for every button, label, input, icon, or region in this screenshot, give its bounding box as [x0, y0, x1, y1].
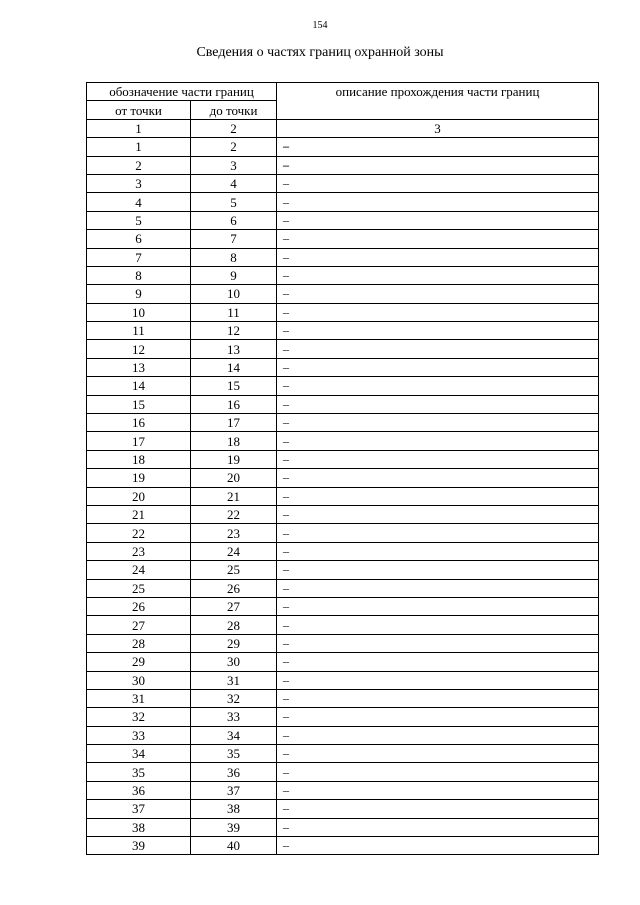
from-point-cell: 8	[87, 266, 191, 284]
table-row	[87, 340, 599, 358]
description-cell: –	[277, 837, 599, 855]
table-row	[87, 726, 599, 744]
table-row	[87, 818, 599, 836]
table-row	[87, 781, 599, 799]
from-point-cell: 29	[87, 653, 191, 671]
from-point-cell: 10	[87, 303, 191, 321]
from-point-cell: 27	[87, 616, 191, 634]
from-point-cell: 2	[87, 156, 191, 174]
table-row	[87, 303, 599, 321]
table-row	[87, 579, 599, 597]
table-row	[87, 597, 599, 615]
to-point-cell: 33	[191, 708, 277, 726]
table-row	[87, 671, 599, 689]
table-row	[87, 634, 599, 652]
description-cell: –	[277, 487, 599, 505]
description-cell: –	[277, 671, 599, 689]
description-cell: –	[277, 597, 599, 615]
table-body	[87, 138, 599, 855]
from-point-cell: 34	[87, 745, 191, 763]
from-point-cell: 20	[87, 487, 191, 505]
to-point-cell: 12	[191, 322, 277, 340]
table-row	[87, 689, 599, 707]
table-row	[87, 763, 599, 781]
description-cell: –	[277, 800, 599, 818]
to-point-cell: 40	[191, 837, 277, 855]
from-point-cell: 24	[87, 561, 191, 579]
from-point-cell: 11	[87, 322, 191, 340]
from-point-cell: 13	[87, 358, 191, 376]
from-point-cell: 3	[87, 174, 191, 192]
column-number: 2	[191, 119, 277, 137]
description-cell: –	[277, 653, 599, 671]
description-cell: –	[277, 174, 599, 192]
from-point-cell: 37	[87, 800, 191, 818]
to-point-cell: 23	[191, 524, 277, 542]
table-header-row	[87, 83, 599, 101]
description-cell: –	[277, 708, 599, 726]
from-point-cell: 22	[87, 524, 191, 542]
from-point-cell: 4	[87, 193, 191, 211]
description-cell: –	[277, 781, 599, 799]
description-cell: –	[277, 579, 599, 597]
table-row	[87, 156, 599, 174]
description-cell: –	[277, 230, 599, 248]
table-row	[87, 174, 599, 192]
to-point-cell: 36	[191, 763, 277, 781]
table-row	[87, 414, 599, 432]
to-point-cell: 10	[191, 285, 277, 303]
column-number: 1	[87, 119, 191, 137]
to-point-cell: 27	[191, 597, 277, 615]
from-point-cell: 1	[87, 138, 191, 156]
to-point-cell: 29	[191, 634, 277, 652]
from-point-cell: 36	[87, 781, 191, 799]
description-cell: –	[277, 340, 599, 358]
table-row	[87, 616, 599, 634]
description-cell: –	[277, 616, 599, 634]
to-point-cell: 35	[191, 745, 277, 763]
description-cell: –	[277, 285, 599, 303]
description-cell: –	[277, 266, 599, 284]
from-point-cell: 23	[87, 542, 191, 560]
from-point-cell: 39	[87, 837, 191, 855]
page-number: 154	[312, 20, 328, 31]
column-number-row	[87, 119, 599, 137]
to-point-cell: 25	[191, 561, 277, 579]
table-row	[87, 561, 599, 579]
description-cell: –	[277, 432, 599, 450]
to-point-header: до точки	[191, 101, 277, 119]
table-row	[87, 487, 599, 505]
table-row	[87, 745, 599, 763]
table-row	[87, 285, 599, 303]
description-cell: –	[277, 763, 599, 781]
description-cell: –	[277, 561, 599, 579]
to-point-cell: 24	[191, 542, 277, 560]
from-point-cell: 32	[87, 708, 191, 726]
to-point-cell: 8	[191, 248, 277, 266]
to-point-cell: 30	[191, 653, 277, 671]
table-row	[87, 524, 599, 542]
to-point-cell: 34	[191, 726, 277, 744]
to-point-cell: 15	[191, 377, 277, 395]
description-cell: –	[277, 689, 599, 707]
to-point-cell: 3	[191, 156, 277, 174]
from-point-cell: 35	[87, 763, 191, 781]
from-point-cell: 19	[87, 469, 191, 487]
from-point-cell: 28	[87, 634, 191, 652]
table-row	[87, 193, 599, 211]
description-cell: –	[277, 358, 599, 376]
description-cell: –	[277, 303, 599, 321]
table-row	[87, 322, 599, 340]
description-cell: –	[277, 542, 599, 560]
from-point-cell: 26	[87, 597, 191, 615]
table-row	[87, 211, 599, 229]
table-row	[87, 432, 599, 450]
to-point-cell: 22	[191, 505, 277, 523]
description-cell: –	[277, 322, 599, 340]
description-cell: –	[277, 414, 599, 432]
from-point-cell: 15	[87, 395, 191, 413]
description-cell: –	[277, 156, 599, 174]
to-point-cell: 17	[191, 414, 277, 432]
table-row	[87, 248, 599, 266]
to-point-cell: 14	[191, 358, 277, 376]
description-cell: –	[277, 726, 599, 744]
from-point-cell: 16	[87, 414, 191, 432]
from-point-cell: 12	[87, 340, 191, 358]
to-point-cell: 16	[191, 395, 277, 413]
table-row	[87, 469, 599, 487]
table-row	[87, 837, 599, 855]
to-point-cell: 5	[191, 193, 277, 211]
to-point-cell: 11	[191, 303, 277, 321]
from-point-header: от точки	[87, 101, 191, 119]
to-point-cell: 21	[191, 487, 277, 505]
column-number: 3	[277, 119, 599, 137]
to-point-cell: 19	[191, 450, 277, 468]
to-point-cell: 32	[191, 689, 277, 707]
description-cell: –	[277, 634, 599, 652]
description-cell: –	[277, 524, 599, 542]
group-header: обозначение части границ	[87, 83, 277, 101]
to-point-cell: 7	[191, 230, 277, 248]
from-point-cell: 38	[87, 818, 191, 836]
to-point-cell: 39	[191, 818, 277, 836]
from-point-cell: 9	[87, 285, 191, 303]
to-point-cell: 37	[191, 781, 277, 799]
document-title: Сведения о частях границ охранной зоны	[196, 45, 444, 60]
description-cell: –	[277, 193, 599, 211]
from-point-cell: 25	[87, 579, 191, 597]
table-row	[87, 450, 599, 468]
to-point-cell: 18	[191, 432, 277, 450]
to-point-cell: 38	[191, 800, 277, 818]
to-point-cell: 31	[191, 671, 277, 689]
from-point-cell: 5	[87, 211, 191, 229]
table-row	[87, 505, 599, 523]
from-point-cell: 14	[87, 377, 191, 395]
boundary-table	[86, 82, 599, 855]
description-header: описание прохождения части границ	[277, 83, 599, 120]
table-row	[87, 266, 599, 284]
from-point-cell: 7	[87, 248, 191, 266]
to-point-cell: 6	[191, 211, 277, 229]
table-row	[87, 358, 599, 376]
table-row	[87, 800, 599, 818]
from-point-cell: 33	[87, 726, 191, 744]
description-cell: –	[277, 248, 599, 266]
to-point-cell: 2	[191, 138, 277, 156]
to-point-cell: 13	[191, 340, 277, 358]
description-cell: –	[277, 450, 599, 468]
description-cell: –	[277, 469, 599, 487]
from-point-cell: 18	[87, 450, 191, 468]
description-cell: –	[277, 138, 599, 156]
table-row	[87, 395, 599, 413]
table-row	[87, 542, 599, 560]
to-point-cell: 26	[191, 579, 277, 597]
description-cell: –	[277, 377, 599, 395]
to-point-cell: 4	[191, 174, 277, 192]
table-row	[87, 230, 599, 248]
from-point-cell: 6	[87, 230, 191, 248]
description-cell: –	[277, 818, 599, 836]
from-point-cell: 17	[87, 432, 191, 450]
to-point-cell: 20	[191, 469, 277, 487]
description-cell: –	[277, 505, 599, 523]
to-point-cell: 28	[191, 616, 277, 634]
table-row	[87, 653, 599, 671]
to-point-cell: 9	[191, 266, 277, 284]
description-cell: –	[277, 745, 599, 763]
from-point-cell: 30	[87, 671, 191, 689]
table-row	[87, 377, 599, 395]
table-row	[87, 708, 599, 726]
from-point-cell: 21	[87, 505, 191, 523]
description-cell: –	[277, 211, 599, 229]
table-row	[87, 138, 599, 156]
from-point-cell: 31	[87, 689, 191, 707]
description-cell: –	[277, 395, 599, 413]
